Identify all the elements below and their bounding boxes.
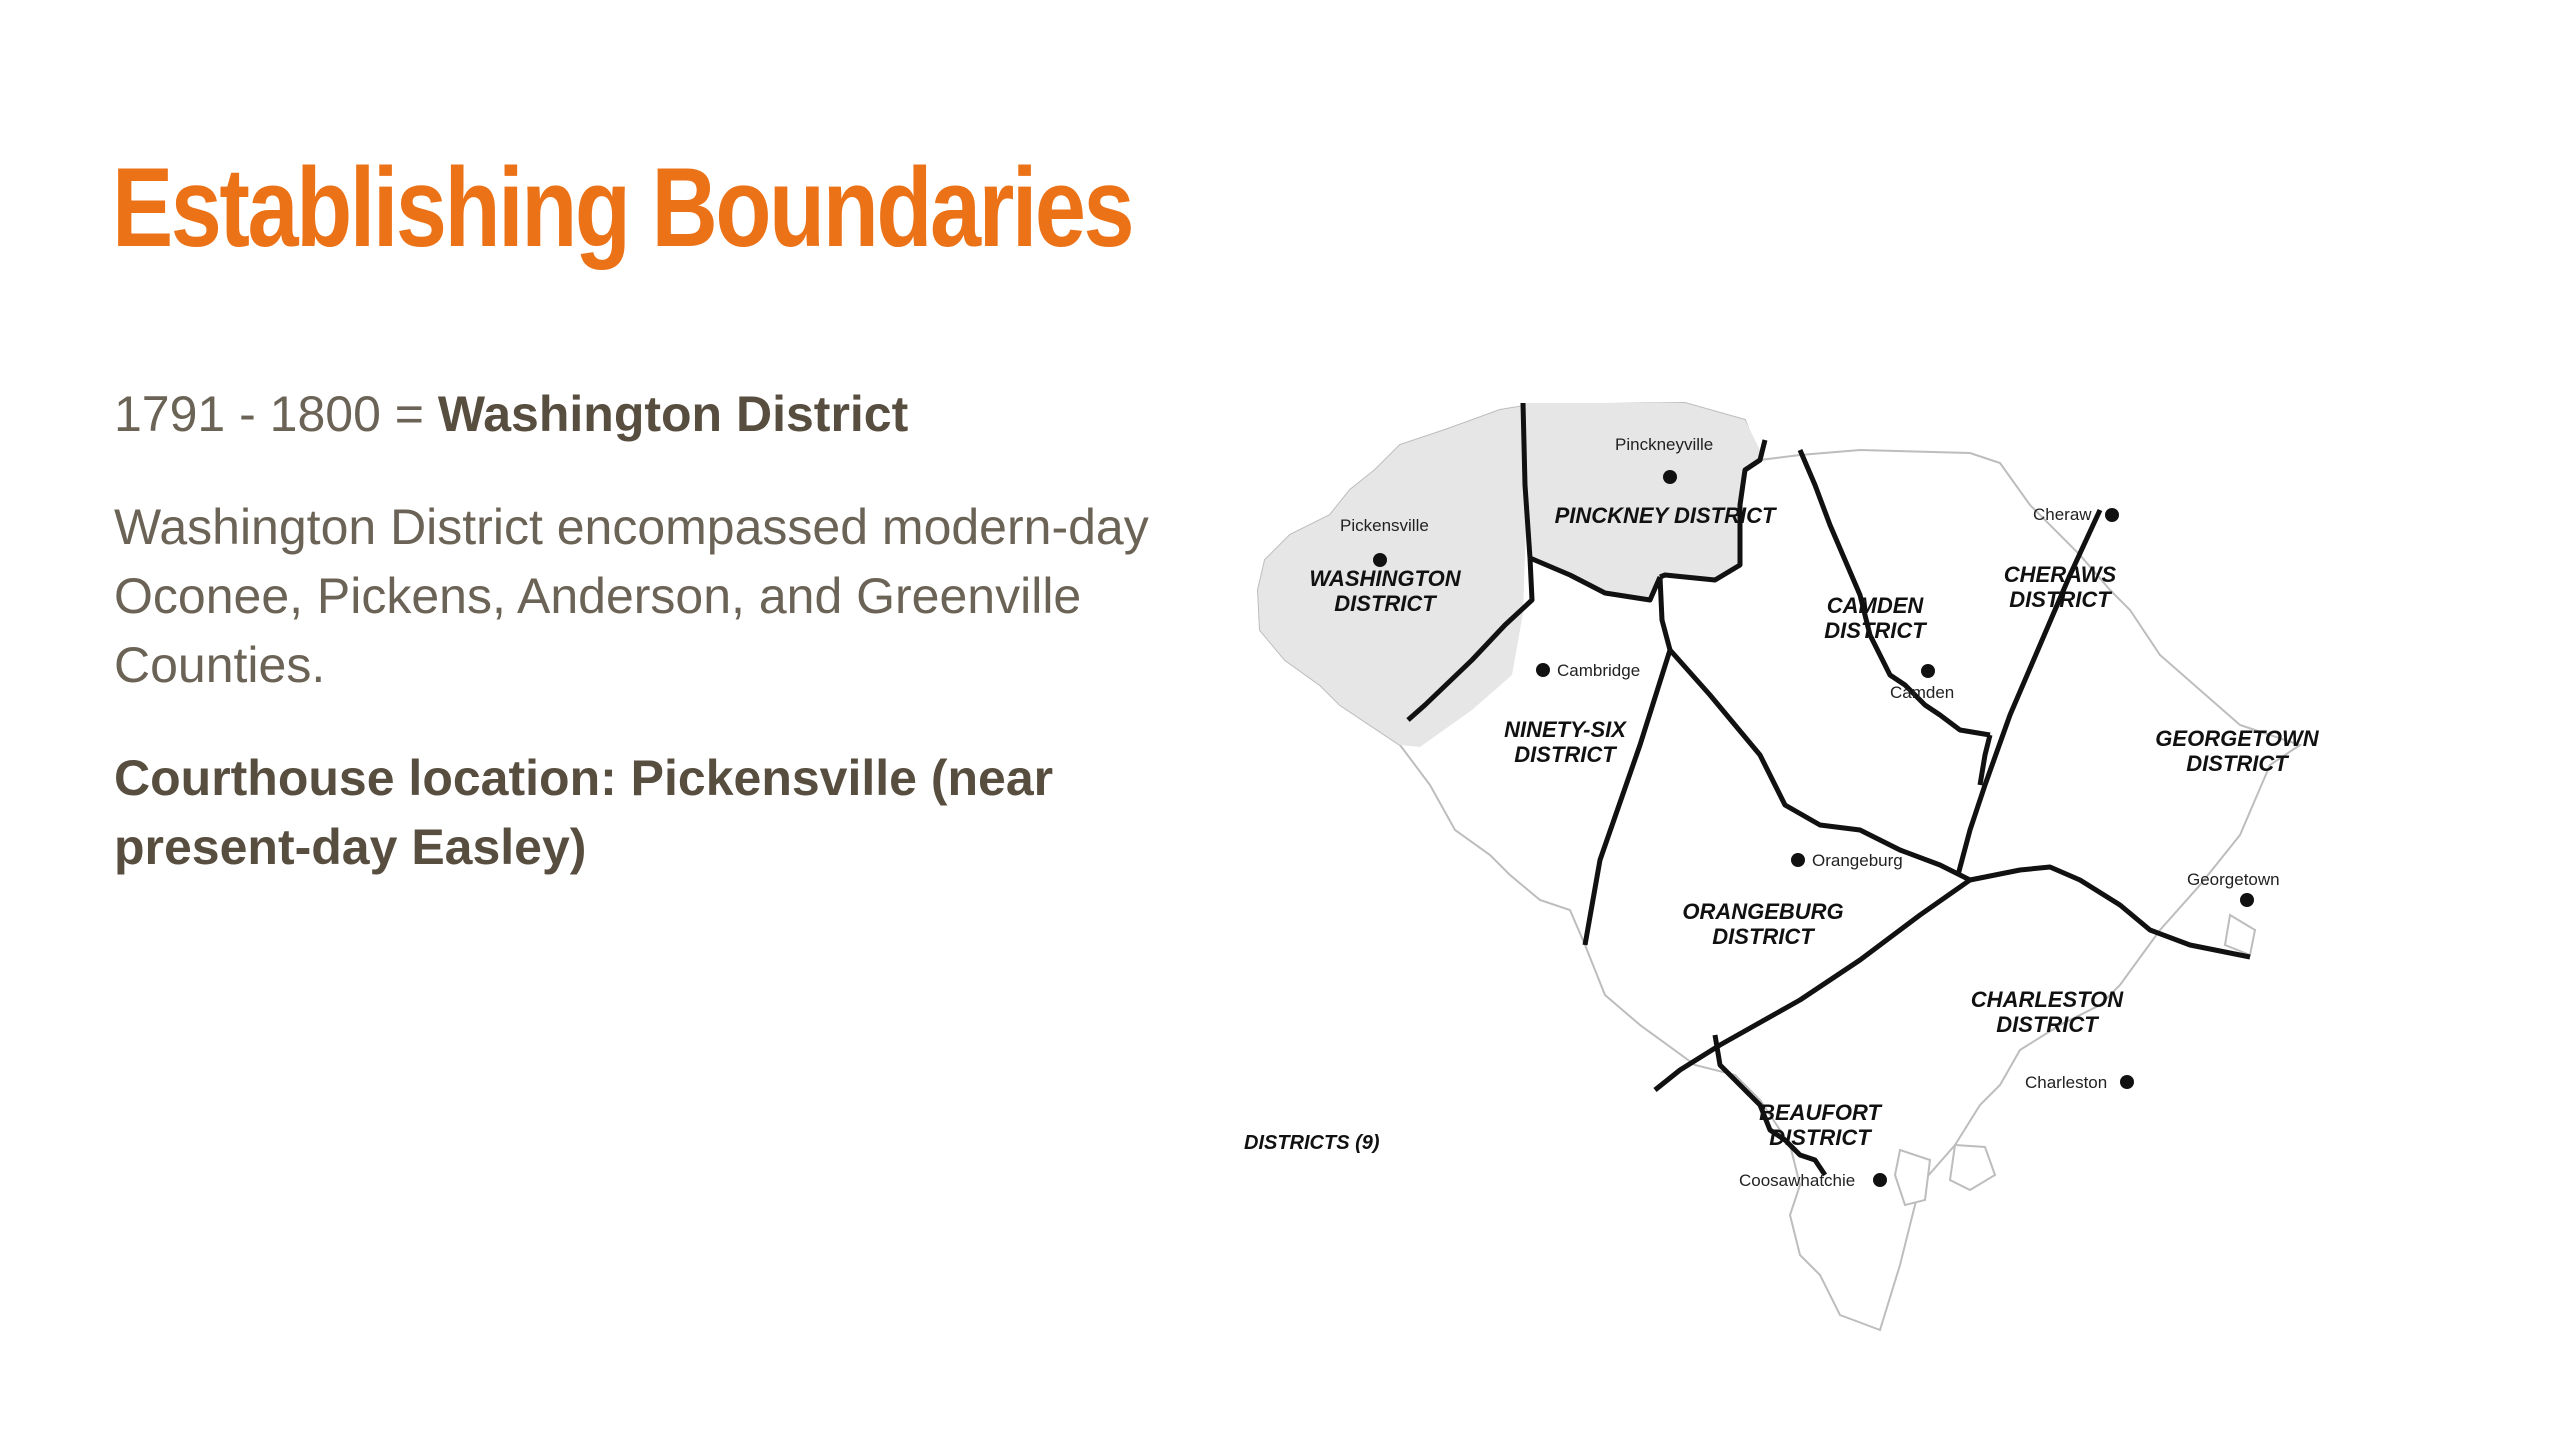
- description-paragraph: Washington District encompassed modern-day Oconee, Pickens, Anderson, and Greenville Counties.: [114, 499, 1149, 693]
- district-label-camden: CAMDEN: [1826, 593, 1924, 618]
- district-label-charleston: CHARLESTON: [1970, 987, 2124, 1012]
- district-label-washington-2: DISTRICT: [1334, 591, 1436, 616]
- district-label-charleston-2: DISTRICT: [1996, 1012, 2098, 1037]
- district-label-cheraws: CHERAWS: [2003, 562, 2117, 587]
- district-label-georgetown-2: DISTRICT: [2186, 751, 2288, 776]
- coast-island: [1950, 1145, 1995, 1190]
- district-label-orangeburg: ORANGEBURG: [1682, 899, 1844, 924]
- town-label-georgetown: Georgetown: [2187, 870, 2280, 889]
- town-dot: [1663, 470, 1677, 484]
- district-label-pinckney: PINCKNEY DISTRICT: [1554, 503, 1776, 528]
- district-label-ninetysix: NINETY-SIX: [1504, 717, 1626, 742]
- date-range: 1791 - 1800 =: [114, 386, 438, 442]
- coast-island: [2225, 915, 2255, 955]
- town-label-camden: Camden: [1890, 683, 1955, 702]
- district-label-orangeburg-2: DISTRICT: [1712, 924, 1814, 949]
- town-dot: [1873, 1173, 1887, 1187]
- district-label-ninetysix-2: DISTRICT: [1514, 742, 1616, 767]
- slide-title: Establishing Boundaries: [112, 145, 1133, 270]
- town-label-pinckneyville: Pinckneyville: [1615, 435, 1714, 454]
- text-column: [114, 380, 1174, 926]
- district-label-cheraws-2: DISTRICT: [2009, 587, 2111, 612]
- town-dot: [2105, 508, 2119, 522]
- date-line: [114, 380, 1174, 449]
- town-label-orangeburg: Orangeburg: [1812, 851, 1903, 870]
- town-dot: [1791, 853, 1805, 867]
- district-name: Washington District: [437, 386, 909, 442]
- town-dot: [1373, 553, 1387, 567]
- district-label-camden-2: DISTRICT: [1824, 618, 1926, 643]
- town-label-cambridge: Cambridge: [1557, 661, 1641, 680]
- town-dot: [2240, 893, 2254, 907]
- map-legend: DISTRICTS (9): [1244, 1132, 1380, 1154]
- district-label-beaufort: BEAUFORT: [1759, 1100, 1881, 1125]
- district-label-beaufort-2: DISTRICT: [1769, 1125, 1871, 1150]
- town-label-cheraw: Cheraw: [2033, 505, 2092, 524]
- town-label-charleston: Charleston: [2025, 1073, 2108, 1092]
- town-label-pickensville: Pickensville: [1340, 516, 1429, 535]
- town-dot: [1536, 663, 1550, 677]
- districts-map: [1240, 385, 2490, 1340]
- town-label-coosawhatchie: Coosawhatchie: [1739, 1171, 1856, 1190]
- town-dot: [2120, 1075, 2134, 1089]
- district-label-georgetown: GEORGETOWN: [2155, 726, 2319, 751]
- district-label-washington: WASHINGTON: [1309, 566, 1461, 591]
- town-dot: [1921, 664, 1935, 678]
- courthouse-paragraph: Courthouse location: Pickensville (near present-day Easley): [114, 750, 1054, 875]
